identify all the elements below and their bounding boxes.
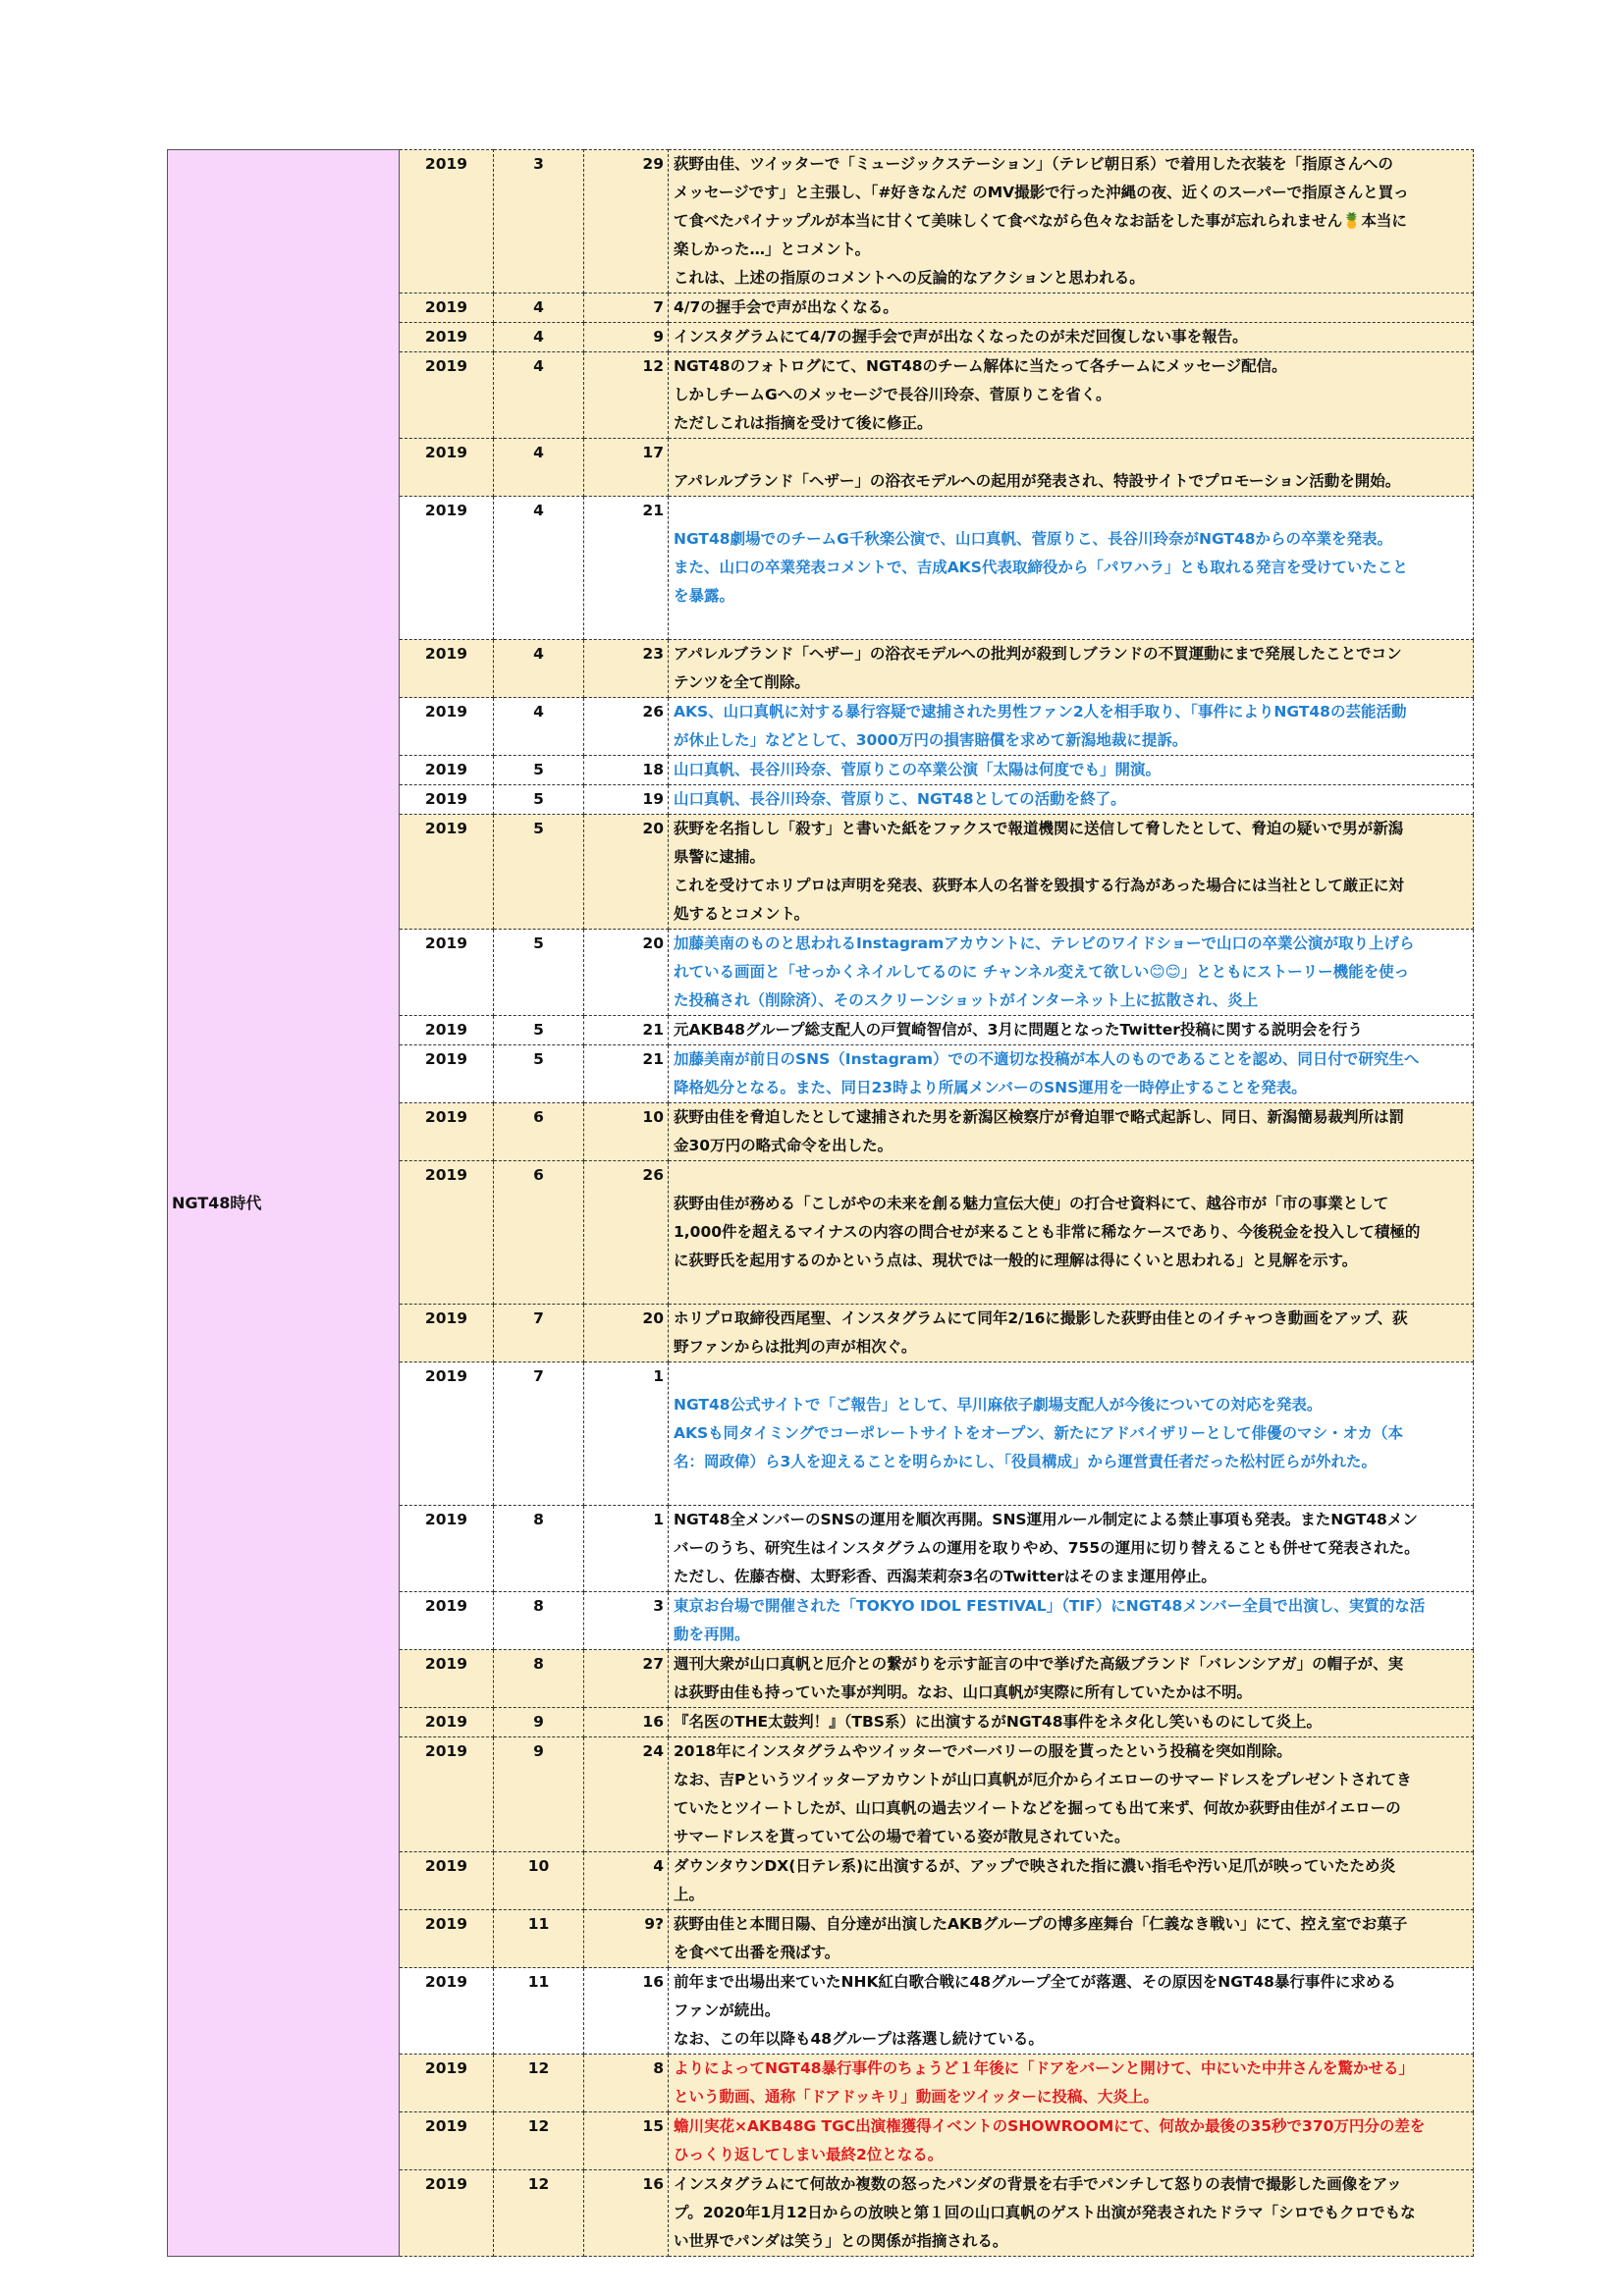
description-line: 東京お台場で開催された「TOKYO IDOL FESTIVAL」（TIF）にNGT48メンバー全員で出演し、実質的な活 bbox=[674, 1597, 1426, 1615]
month-cell: 9 bbox=[494, 1708, 584, 1737]
day-cell: 4 bbox=[584, 1852, 669, 1910]
description-line: 荻野を名指しし「殺す」と書いた紙をファクスで報道機関に送信して脅したとして、脅迫の疑いで男が新潟 bbox=[674, 820, 1404, 837]
event-description bbox=[669, 1362, 1474, 1506]
description-line: 4/7の握手会で声が出なくなる。 bbox=[674, 298, 898, 316]
month-cell: 5 bbox=[494, 1045, 584, 1103]
description-line: 荻野由佳と本間日陽、自分達が出演したAKBグループの博多座舞台「仁義なき戦い」にて、控え室でお菓子 bbox=[674, 1915, 1408, 1933]
description-line: メッセージです」と主張し、「#好きなんだ のMV撮影で行った沖縄の夜、近くのスーパーで指原さんと買っ bbox=[674, 184, 1409, 201]
event-description bbox=[669, 1910, 1474, 1968]
description-line bbox=[674, 1275, 1469, 1304]
year-cell: 2019 bbox=[400, 352, 494, 439]
year-cell: 2019 bbox=[400, 756, 494, 785]
description-line: アパレルブランド「ヘザー」の浴衣モデルへの起用が発表され、特設サイトでプロモーション活動を開始。 bbox=[674, 472, 1401, 490]
description-line: ただしこれは指摘を受けて後に修正。 bbox=[674, 414, 933, 432]
month-cell: 4 bbox=[494, 323, 584, 352]
day-cell: 21 bbox=[584, 497, 669, 640]
year-cell: 2019 bbox=[400, 2055, 494, 2112]
day-cell: 9 bbox=[584, 323, 669, 352]
month-cell: 5 bbox=[494, 815, 584, 930]
era-label: NGT48時代 bbox=[168, 150, 400, 2257]
description-line bbox=[674, 1362, 1469, 1391]
day-cell: 10 bbox=[584, 1103, 669, 1161]
description-line: 楽しかった…」とコメント。 bbox=[674, 240, 871, 258]
event-description bbox=[669, 2055, 1474, 2112]
event-description bbox=[669, 439, 1474, 497]
event-description bbox=[669, 1708, 1474, 1737]
month-cell: 10 bbox=[494, 1852, 584, 1910]
month-cell: 4 bbox=[494, 640, 584, 698]
day-cell: 21 bbox=[584, 1045, 669, 1103]
day-cell: 16 bbox=[584, 2170, 669, 2257]
table-row bbox=[168, 150, 1474, 294]
description-line: 加藤美南が前日のSNS（Instagram）での不適切な投稿が本人のものであることを認め、同日付で研究生へ bbox=[674, 1050, 1420, 1068]
description-line: 上。 bbox=[674, 1886, 705, 1903]
month-cell: 4 bbox=[494, 497, 584, 640]
event-description bbox=[669, 930, 1474, 1016]
year-cell: 2019 bbox=[400, 1161, 494, 1305]
description-line: を暴露。 bbox=[674, 587, 735, 605]
event-description bbox=[669, 698, 1474, 756]
description-line: 金30万円の略式命令を出した。 bbox=[674, 1137, 893, 1154]
description-line: ていたとツイートしたが、山口真帆の過去ツイートなどを掘っても出て来ず、何故か荻野由佳がイエローの bbox=[674, 1799, 1401, 1817]
description-line: 『名医のTHE太鼓判！』（TBS系）に出演するがNGT48事件をネタ化し笑いものにして炎上。 bbox=[674, 1713, 1323, 1731]
day-cell: 3 bbox=[584, 1592, 669, 1650]
description-line: これは、上述の指原のコメントへの反論的なアクションと思われる。 bbox=[674, 269, 1145, 287]
event-description bbox=[669, 1045, 1474, 1103]
description-line: という動画、通称「ドアドッキリ」動画をツイッターに投稿、大炎上。 bbox=[674, 2088, 1159, 2106]
day-cell: 16 bbox=[584, 1968, 669, 2055]
year-cell: 2019 bbox=[400, 1592, 494, 1650]
month-cell: 8 bbox=[494, 1650, 584, 1708]
event-description bbox=[669, 1852, 1474, 1910]
month-cell: 9 bbox=[494, 1737, 584, 1852]
month-cell: 12 bbox=[494, 2170, 584, 2257]
event-description bbox=[669, 1968, 1474, 2055]
day-cell: 15 bbox=[584, 2112, 669, 2170]
year-cell: 2019 bbox=[400, 294, 494, 323]
year-cell: 2019 bbox=[400, 640, 494, 698]
event-description bbox=[669, 2112, 1474, 2170]
year-cell: 2019 bbox=[400, 698, 494, 756]
description-line: は荻野由佳も持っていた事が判明。なお、山口真帆が実際に所有していたかは不明。 bbox=[674, 1683, 1253, 1701]
description-line: が休止した」などとして、3000万円の損害賠償を求めて新潟地裁に提訴。 bbox=[674, 731, 1188, 749]
event-description bbox=[669, 1161, 1474, 1305]
description-line: 山口真帆、長谷川玲奈、菅原りこの卒業公演「太陽は何度でも」開演。 bbox=[674, 761, 1162, 778]
day-cell: 20 bbox=[584, 930, 669, 1016]
month-cell: 5 bbox=[494, 930, 584, 1016]
description-line: ひっくり返してしまい最終2位となる。 bbox=[674, 2146, 944, 2163]
description-line: これを受けてホリプロは声明を発表、荻野本人の名誉を毀損する行為があった場合には当社として厳正に対 bbox=[674, 877, 1404, 894]
event-description bbox=[669, 785, 1474, 815]
timeline-table bbox=[167, 149, 1474, 2257]
month-cell: 6 bbox=[494, 1103, 584, 1161]
event-description bbox=[669, 640, 1474, 698]
event-description bbox=[669, 815, 1474, 930]
description-line: 1,000件を超えるマイナスの内容の問合せが来ることも非常に稀なケースであり、今後税金を投入して積極的 bbox=[674, 1223, 1421, 1241]
month-cell: 7 bbox=[494, 1305, 584, 1362]
description-line: た投稿され（削除済）、そのスクリーンショットがインターネット上に拡散され、炎上 bbox=[674, 991, 1259, 1009]
description-line: 蟾川実花×AKB48G TGC出演権獲得イベントのSHOWROOMにて、何故か最後の35秒で370万円分の差を bbox=[674, 2117, 1426, 2135]
day-cell: 18 bbox=[584, 756, 669, 785]
event-description bbox=[669, 1103, 1474, 1161]
event-description bbox=[669, 294, 1474, 323]
day-cell: 29 bbox=[584, 150, 669, 294]
description-line: 加藤美南のものと思われるInstagramアカウントに、テレビのワイドショーで山口の卒業公演が取り上げら bbox=[674, 934, 1415, 952]
year-cell: 2019 bbox=[400, 1045, 494, 1103]
year-cell: 2019 bbox=[400, 1362, 494, 1506]
description-line: インスタグラムにて4/7の握手会で声が出なくなったのが未だ回復しない事を報告。 bbox=[674, 328, 1248, 346]
day-cell: 1 bbox=[584, 1506, 669, 1592]
event-description bbox=[669, 323, 1474, 352]
month-cell: 5 bbox=[494, 756, 584, 785]
month-cell: 4 bbox=[494, 439, 584, 497]
description-line: サマードレスを貰っていて公の場で着ている姿が散見されていた。 bbox=[674, 1828, 1130, 1845]
description-line: 荻野由佳、ツイッターで「ミュージックステーション」（テレビ朝日系）で着用した衣装を「指原さんへの bbox=[674, 155, 1393, 173]
day-cell: 16 bbox=[584, 1708, 669, 1737]
month-cell: 3 bbox=[494, 150, 584, 294]
day-cell: 20 bbox=[584, 815, 669, 930]
description-line: AKSも同タイミングでコーポレートサイトをオープン、新たにアドバイザリーとして俳優のマシ・オカ（本 bbox=[674, 1424, 1404, 1442]
month-cell: 5 bbox=[494, 1016, 584, 1045]
description-line: よりによってNGT48暴行事件のちょうど１年後に「ドアをバーンと開けて、中にいた中井さんを驚かせる」 bbox=[674, 2059, 1414, 2077]
year-cell: 2019 bbox=[400, 1968, 494, 2055]
description-line: 処するとコメント。 bbox=[674, 905, 810, 923]
description-line: 動を再開。 bbox=[674, 1626, 750, 1643]
day-cell: 27 bbox=[584, 1650, 669, 1708]
month-cell: 11 bbox=[494, 1968, 584, 2055]
day-cell: 9? bbox=[584, 1910, 669, 1968]
description-line: 荻野由佳が務める「こしがやの未来を創る魅力宣伝大使」の打合せ資料にて、越谷市が「市の事業として bbox=[674, 1195, 1389, 1212]
month-cell: 5 bbox=[494, 785, 584, 815]
description-line: ただし、佐藤杏樹、太野彩香、西潟茉莉奈3名のTwitterはそのまま運用停止。 bbox=[674, 1568, 1217, 1585]
month-cell: 12 bbox=[494, 2112, 584, 2170]
year-cell: 2019 bbox=[400, 2170, 494, 2257]
year-cell: 2019 bbox=[400, 323, 494, 352]
description-line: しかしチームGへのメッセージで長谷川玲奈、菅原りこを省く。 bbox=[674, 386, 1111, 403]
description-line: バーのうち、研究生はインスタグラムの運用を取りやめ、755の運用に切り替えることも併せて発表された。 bbox=[674, 1539, 1420, 1557]
description-line bbox=[674, 1161, 1469, 1190]
month-cell: 12 bbox=[494, 2055, 584, 2112]
description-line: ホリプロ取締役西尾聖、インスタグラムにて同年2/16に撮影した荻野由佳とのイチャつき動画をアップ、荻 bbox=[674, 1309, 1408, 1327]
description-line: 前年まで出場出来ていたNHK紅白歌合戦に48グループ全てが落選、その原因をNGT48暴行事件に求める bbox=[674, 1973, 1396, 1991]
month-cell: 8 bbox=[494, 1506, 584, 1592]
description-line bbox=[674, 611, 1469, 639]
description-line: に荻野氏を起用するのかという点は、現状では一般的に理解は得にくいと思われる」と見解を示す。 bbox=[674, 1252, 1358, 1269]
event-description bbox=[669, 1305, 1474, 1362]
event-description bbox=[669, 352, 1474, 439]
month-cell: 4 bbox=[494, 698, 584, 756]
event-description bbox=[669, 1592, 1474, 1650]
year-cell: 2019 bbox=[400, 1737, 494, 1852]
year-cell: 2019 bbox=[400, 1305, 494, 1362]
description-line: また、山口の卒業発表コメントで、吉成AKS代表取締役から「パワハラ」とも取れる発言を受けていたこと bbox=[674, 559, 1408, 576]
description-line bbox=[674, 439, 1469, 467]
day-cell: 21 bbox=[584, 1016, 669, 1045]
day-cell: 7 bbox=[584, 294, 669, 323]
day-cell: 26 bbox=[584, 1161, 669, 1305]
year-cell: 2019 bbox=[400, 497, 494, 640]
description-line: NGT48のフォトログにて、NGT48のチーム解体に当たって各チームにメッセージ配信。 bbox=[674, 357, 1287, 375]
day-cell: 20 bbox=[584, 1305, 669, 1362]
description-line: 元AKB48グループ総支配人の戸賀崎智信が、3月に問題となったTwitter投稿に関する説明会を行う bbox=[674, 1021, 1363, 1039]
year-cell: 2019 bbox=[400, 150, 494, 294]
description-line bbox=[674, 497, 1469, 525]
day-cell: 24 bbox=[584, 1737, 669, 1852]
description-line: プ。2020年1月12日からの放映と第１回の山口真帆のゲスト出演が発表されたドラマ「シロでもクロでもな bbox=[674, 2204, 1416, 2221]
description-line: れている画面と「せっかくネイルしてるのに チャンネル変えて欲しい😊😊」とともにストーリー機能を使っ bbox=[674, 963, 1410, 981]
description-line: 荻野由佳を脅迫したとして逮捕された男を新潟区検察庁が脅迫罪で略式起訴し、同日、新潟簡易裁判所は罰 bbox=[674, 1108, 1405, 1126]
description-line bbox=[674, 1476, 1469, 1505]
description-line: 山口真帆、長谷川玲奈、菅原りこ、NGT48としての活動を終了。 bbox=[674, 790, 1126, 808]
year-cell: 2019 bbox=[400, 1910, 494, 1968]
description-line: 県警に逮捕。 bbox=[674, 848, 766, 866]
description-line: NGT48全メンバーのSNSの運用を順次再開。SNS運用ルール制定による禁止事項も発表。またNGT48メン bbox=[674, 1511, 1418, 1528]
day-cell: 17 bbox=[584, 439, 669, 497]
day-cell: 8 bbox=[584, 2055, 669, 2112]
year-cell: 2019 bbox=[400, 930, 494, 1016]
day-cell: 23 bbox=[584, 640, 669, 698]
day-cell: 1 bbox=[584, 1362, 669, 1506]
event-description bbox=[669, 150, 1474, 294]
day-cell: 26 bbox=[584, 698, 669, 756]
event-description bbox=[669, 2170, 1474, 2257]
description-line: ファンが続出。 bbox=[674, 2002, 781, 2019]
timeline-sheet bbox=[167, 149, 1473, 2257]
description-line: ダウンタウンDX(日テレ系)に出演するが、アップで映された指に濃い指毛や汚い足爪が映っていたため炎 bbox=[674, 1857, 1395, 1875]
description-line: 名：岡政偉）ら3人を迎えることを明らかにし、「役員構成」から運営責任者だった松村匠らが外れた。 bbox=[674, 1453, 1378, 1470]
year-cell: 2019 bbox=[400, 1852, 494, 1910]
timeline-body bbox=[168, 150, 1474, 2257]
month-cell: 8 bbox=[494, 1592, 584, 1650]
year-cell: 2019 bbox=[400, 815, 494, 930]
year-cell: 2019 bbox=[400, 1506, 494, 1592]
year-cell: 2019 bbox=[400, 439, 494, 497]
event-description bbox=[669, 1506, 1474, 1592]
description-line: い世界でパンダは笑う」との関係が指摘される。 bbox=[674, 2232, 1008, 2250]
description-line: なお、この年以降も48グループは落選し続けている。 bbox=[674, 2030, 1044, 2048]
day-cell: 12 bbox=[584, 352, 669, 439]
year-cell: 2019 bbox=[400, 1103, 494, 1161]
description-line: 野ファンからは批判の声が相次ぐ。 bbox=[674, 1338, 917, 1356]
year-cell: 2019 bbox=[400, 2112, 494, 2170]
description-line: を食べて出番を飛ばす。 bbox=[674, 1944, 840, 1961]
year-cell: 2019 bbox=[400, 1650, 494, 1708]
event-description bbox=[669, 756, 1474, 785]
month-cell: 6 bbox=[494, 1161, 584, 1305]
description-line: 降格処分となる。また、同日23時より所属メンバーのSNS運用を一時停止することを発表。 bbox=[674, 1079, 1307, 1096]
event-description bbox=[669, 1737, 1474, 1852]
day-cell: 19 bbox=[584, 785, 669, 815]
month-cell: 4 bbox=[494, 352, 584, 439]
description-line: AKS、山口真帆に対する暴行容疑で逮捕された男性ファン2人を相手取り、「事件によりNGT48の芸能活動 bbox=[674, 703, 1407, 721]
event-description bbox=[669, 1650, 1474, 1708]
event-description bbox=[669, 1016, 1474, 1045]
month-cell: 11 bbox=[494, 1910, 584, 1968]
description-line: テンツを全て削除。 bbox=[674, 673, 810, 691]
description-line: インスタグラムにて何故か複数の怒ったパンダの背景を右手でパンチして怒りの表情で撮影した画像をアッ bbox=[674, 2175, 1402, 2193]
description-line: 2018年にインスタグラムやツイッターでバーバリーの服を貰ったという投稿を突如削除。 bbox=[674, 1742, 1292, 1760]
month-cell: 7 bbox=[494, 1362, 584, 1506]
year-cell: 2019 bbox=[400, 1708, 494, 1737]
description-line: NGT48劇場でのチームG千秋楽公演で、山口真帆、菅原りこ、長谷川玲奈がNGT48からの卒業を発表。 bbox=[674, 530, 1393, 548]
month-cell: 4 bbox=[494, 294, 584, 323]
description-line: NGT48公式サイトで「ご報告」として、早川麻依子劇場支配人が今後についての対応を発表。 bbox=[674, 1396, 1323, 1414]
description-line: なお、吉Pというツイッターアカウントが山口真帆が厄介からイエローのサマードレスをプレゼントされてき bbox=[674, 1771, 1412, 1789]
event-description bbox=[669, 497, 1474, 640]
year-cell: 2019 bbox=[400, 785, 494, 815]
description-line: て食べたパイナップルが本当に甘くて美味しくて食べながら色々なお話をした事が忘れられません🍍本当に bbox=[674, 212, 1407, 230]
description-line: アパレルブランド「ヘザー」の浴衣モデルへの批判が殺到しブランドの不買運動にまで発展したことでコン bbox=[674, 645, 1402, 663]
year-cell: 2019 bbox=[400, 1016, 494, 1045]
description-line: 週刊大衆が山口真帆と厄介との繋がりを示す証言の中で挙げた高級ブランド「バレンシアガ」の帽子が、実 bbox=[674, 1655, 1404, 1673]
